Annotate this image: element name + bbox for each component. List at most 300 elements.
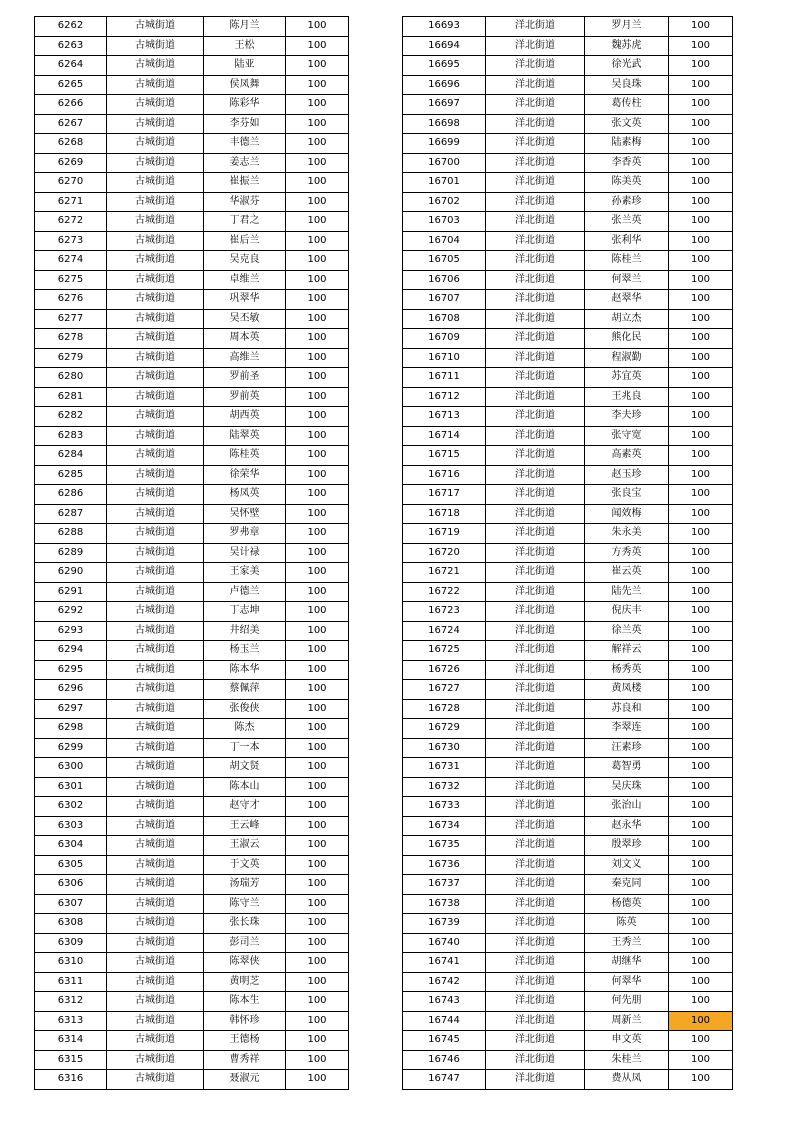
table-row bbox=[35, 680, 349, 700]
name-cell: 李香英 bbox=[585, 153, 669, 173]
table-row bbox=[403, 134, 733, 154]
id-cell: 16723 bbox=[403, 602, 486, 622]
id-cell: 6288 bbox=[35, 524, 107, 544]
street-cell: 古城街道 bbox=[107, 933, 204, 953]
name-cell: 朱永美 bbox=[585, 524, 669, 544]
table-row bbox=[35, 875, 349, 895]
street-cell: 洋北街道 bbox=[486, 17, 585, 37]
name-cell: 费从凤 bbox=[585, 1070, 669, 1090]
table-row bbox=[403, 114, 733, 134]
amount-cell: 100 bbox=[286, 231, 349, 251]
id-cell: 6268 bbox=[35, 134, 107, 154]
street-cell: 古城街道 bbox=[107, 582, 204, 602]
amount-cell: 100 bbox=[286, 992, 349, 1012]
name-cell: 侯凤舞 bbox=[204, 75, 286, 95]
amount-cell: 100 bbox=[286, 621, 349, 641]
amount-cell: 100 bbox=[286, 660, 349, 680]
name-cell: 陈翠侠 bbox=[204, 953, 286, 973]
name-cell: 陆素梅 bbox=[585, 134, 669, 154]
amount-cell: 100 bbox=[669, 1011, 733, 1031]
street-cell: 洋北街道 bbox=[486, 270, 585, 290]
street-cell: 古城街道 bbox=[107, 992, 204, 1012]
name-cell: 王松 bbox=[204, 36, 286, 56]
street-cell: 洋北街道 bbox=[486, 134, 585, 154]
table-row bbox=[403, 348, 733, 368]
table-row bbox=[403, 680, 733, 700]
table-row bbox=[403, 56, 733, 76]
id-cell: 6311 bbox=[35, 972, 107, 992]
id-cell: 16693 bbox=[403, 17, 486, 37]
table-row bbox=[403, 797, 733, 817]
id-cell: 16736 bbox=[403, 855, 486, 875]
table-row bbox=[35, 699, 349, 719]
id-cell: 16747 bbox=[403, 1070, 486, 1090]
name-cell: 陈彩华 bbox=[204, 95, 286, 115]
street-cell: 洋北街道 bbox=[486, 992, 585, 1012]
table-row bbox=[35, 290, 349, 310]
name-cell: 徐兰英 bbox=[585, 621, 669, 641]
street-cell: 洋北街道 bbox=[486, 446, 585, 466]
amount-cell: 100 bbox=[286, 1070, 349, 1090]
table-row bbox=[35, 641, 349, 661]
amount-cell: 100 bbox=[286, 680, 349, 700]
table-row bbox=[35, 17, 349, 37]
street-cell: 古城街道 bbox=[107, 446, 204, 466]
id-cell: 6263 bbox=[35, 36, 107, 56]
name-cell: 殷翠珍 bbox=[585, 836, 669, 856]
id-cell: 16720 bbox=[403, 543, 486, 563]
id-cell: 6290 bbox=[35, 563, 107, 583]
table-row bbox=[403, 660, 733, 680]
name-cell: 高素英 bbox=[585, 446, 669, 466]
id-cell: 6303 bbox=[35, 816, 107, 836]
amount-cell: 100 bbox=[286, 933, 349, 953]
name-cell: 黄明芝 bbox=[204, 972, 286, 992]
id-cell: 6264 bbox=[35, 56, 107, 76]
name-cell: 丁一本 bbox=[204, 738, 286, 758]
street-cell: 洋北街道 bbox=[486, 933, 585, 953]
table-row bbox=[35, 504, 349, 524]
street-cell: 古城街道 bbox=[107, 641, 204, 661]
name-cell: 李夫珍 bbox=[585, 407, 669, 427]
id-cell: 6278 bbox=[35, 329, 107, 349]
table-row bbox=[403, 465, 733, 485]
amount-cell: 100 bbox=[286, 972, 349, 992]
street-cell: 洋北街道 bbox=[486, 543, 585, 563]
name-cell: 徐光武 bbox=[585, 56, 669, 76]
street-cell: 古城街道 bbox=[107, 192, 204, 212]
amount-cell: 100 bbox=[286, 212, 349, 232]
table-row bbox=[403, 719, 733, 739]
id-cell: 6277 bbox=[35, 309, 107, 329]
amount-cell: 100 bbox=[286, 348, 349, 368]
street-cell: 古城街道 bbox=[107, 855, 204, 875]
name-cell: 程淑勤 bbox=[585, 348, 669, 368]
name-cell: 陈月兰 bbox=[204, 17, 286, 37]
street-cell: 洋北街道 bbox=[486, 816, 585, 836]
street-cell: 洋北街道 bbox=[486, 212, 585, 232]
table-row bbox=[35, 933, 349, 953]
id-cell: 6283 bbox=[35, 426, 107, 446]
street-cell: 古城街道 bbox=[107, 758, 204, 778]
name-cell: 闻效梅 bbox=[585, 504, 669, 524]
table-row bbox=[403, 563, 733, 583]
id-cell: 6308 bbox=[35, 914, 107, 934]
name-cell: 陆亚 bbox=[204, 56, 286, 76]
id-cell: 6297 bbox=[35, 699, 107, 719]
table-row bbox=[403, 914, 733, 934]
right-table-body bbox=[403, 17, 733, 1090]
table-row bbox=[403, 407, 733, 427]
name-cell: 王家美 bbox=[204, 563, 286, 583]
table-row bbox=[403, 329, 733, 349]
name-cell: 熊化民 bbox=[585, 329, 669, 349]
id-cell: 16735 bbox=[403, 836, 486, 856]
name-cell: 葛智勇 bbox=[585, 758, 669, 778]
id-cell: 16703 bbox=[403, 212, 486, 232]
street-cell: 古城街道 bbox=[107, 719, 204, 739]
table-row bbox=[35, 914, 349, 934]
table-row bbox=[35, 426, 349, 446]
amount-cell: 100 bbox=[669, 231, 733, 251]
table-row bbox=[35, 563, 349, 583]
street-cell: 古城街道 bbox=[107, 875, 204, 895]
table-row bbox=[35, 797, 349, 817]
table-row bbox=[403, 777, 733, 797]
id-cell: 6316 bbox=[35, 1070, 107, 1090]
id-cell: 6307 bbox=[35, 894, 107, 914]
table-row bbox=[403, 816, 733, 836]
id-cell: 16717 bbox=[403, 485, 486, 505]
amount-cell: 100 bbox=[286, 387, 349, 407]
id-cell: 16694 bbox=[403, 36, 486, 56]
name-cell: 王云峰 bbox=[204, 816, 286, 836]
table-row bbox=[403, 95, 733, 115]
amount-cell: 100 bbox=[286, 95, 349, 115]
street-cell: 古城街道 bbox=[107, 602, 204, 622]
amount-cell: 100 bbox=[286, 894, 349, 914]
name-cell: 秦克同 bbox=[585, 875, 669, 895]
name-cell: 于文英 bbox=[204, 855, 286, 875]
id-cell: 16711 bbox=[403, 368, 486, 388]
id-cell: 16722 bbox=[403, 582, 486, 602]
amount-cell: 100 bbox=[669, 173, 733, 193]
table-row bbox=[403, 387, 733, 407]
street-cell: 洋北街道 bbox=[486, 855, 585, 875]
street-cell: 古城街道 bbox=[107, 894, 204, 914]
table-row bbox=[35, 173, 349, 193]
street-cell: 古城街道 bbox=[107, 680, 204, 700]
amount-cell: 100 bbox=[286, 153, 349, 173]
id-cell: 16700 bbox=[403, 153, 486, 173]
id-cell: 16731 bbox=[403, 758, 486, 778]
street-cell: 洋北街道 bbox=[486, 56, 585, 76]
amount-cell: 100 bbox=[669, 17, 733, 37]
table-row bbox=[35, 309, 349, 329]
table-row bbox=[35, 368, 349, 388]
name-cell: 赵翠华 bbox=[585, 290, 669, 310]
id-cell: 16729 bbox=[403, 719, 486, 739]
name-cell: 何翠华 bbox=[585, 972, 669, 992]
name-cell: 高维兰 bbox=[204, 348, 286, 368]
street-cell: 古城街道 bbox=[107, 1050, 204, 1070]
name-cell: 罗前圣 bbox=[204, 368, 286, 388]
id-cell: 6295 bbox=[35, 660, 107, 680]
id-cell: 16743 bbox=[403, 992, 486, 1012]
table-row bbox=[35, 836, 349, 856]
amount-cell: 100 bbox=[286, 290, 349, 310]
name-cell: 罗前英 bbox=[204, 387, 286, 407]
street-cell: 古城街道 bbox=[107, 290, 204, 310]
amount-cell: 100 bbox=[286, 758, 349, 778]
table-row bbox=[403, 173, 733, 193]
table-row bbox=[403, 504, 733, 524]
name-cell: 张利华 bbox=[585, 231, 669, 251]
table-row bbox=[403, 231, 733, 251]
name-cell: 陆翠英 bbox=[204, 426, 286, 446]
id-cell: 16724 bbox=[403, 621, 486, 641]
table-row bbox=[35, 1031, 349, 1051]
table-row bbox=[35, 582, 349, 602]
table-row bbox=[35, 231, 349, 251]
street-cell: 古城街道 bbox=[107, 348, 204, 368]
table-row bbox=[403, 36, 733, 56]
street-cell: 古城街道 bbox=[107, 465, 204, 485]
table-row bbox=[35, 56, 349, 76]
name-cell: 吴怀壁 bbox=[204, 504, 286, 524]
street-cell: 洋北街道 bbox=[486, 368, 585, 388]
name-cell: 卢德兰 bbox=[204, 582, 286, 602]
name-cell: 汪素珍 bbox=[585, 738, 669, 758]
name-cell: 周本英 bbox=[204, 329, 286, 349]
amount-cell: 100 bbox=[669, 1031, 733, 1051]
amount-cell: 100 bbox=[669, 524, 733, 544]
name-cell: 陈美英 bbox=[585, 173, 669, 193]
name-cell: 聂淑元 bbox=[204, 1070, 286, 1090]
street-cell: 洋北街道 bbox=[486, 953, 585, 973]
name-cell: 胡继华 bbox=[585, 953, 669, 973]
id-cell: 16719 bbox=[403, 524, 486, 544]
street-cell: 洋北街道 bbox=[486, 75, 585, 95]
amount-cell: 100 bbox=[286, 602, 349, 622]
street-cell: 古城街道 bbox=[107, 114, 204, 134]
name-cell: 韩怀珍 bbox=[204, 1011, 286, 1031]
table-row bbox=[35, 36, 349, 56]
table-row bbox=[35, 855, 349, 875]
table-row bbox=[35, 153, 349, 173]
amount-cell: 100 bbox=[669, 329, 733, 349]
table-row bbox=[35, 485, 349, 505]
table-row bbox=[403, 992, 733, 1012]
street-cell: 古城街道 bbox=[107, 134, 204, 154]
table-row bbox=[403, 855, 733, 875]
amount-cell: 100 bbox=[669, 816, 733, 836]
id-cell: 16726 bbox=[403, 660, 486, 680]
street-cell: 古城街道 bbox=[107, 270, 204, 290]
amount-cell: 100 bbox=[669, 426, 733, 446]
amount-cell: 100 bbox=[669, 212, 733, 232]
name-cell: 丁君之 bbox=[204, 212, 286, 232]
amount-cell: 100 bbox=[669, 504, 733, 524]
street-cell: 古城街道 bbox=[107, 251, 204, 271]
amount-cell: 100 bbox=[286, 407, 349, 427]
amount-cell: 100 bbox=[286, 582, 349, 602]
street-cell: 古城街道 bbox=[107, 621, 204, 641]
name-cell: 彭司兰 bbox=[204, 933, 286, 953]
table-row bbox=[403, 153, 733, 173]
name-cell: 徐荣华 bbox=[204, 465, 286, 485]
id-cell: 16721 bbox=[403, 563, 486, 583]
street-cell: 古城街道 bbox=[107, 231, 204, 251]
amount-cell: 100 bbox=[286, 270, 349, 290]
id-cell: 6300 bbox=[35, 758, 107, 778]
table-row bbox=[35, 95, 349, 115]
street-cell: 古城街道 bbox=[107, 387, 204, 407]
street-cell: 古城街道 bbox=[107, 953, 204, 973]
table-row bbox=[35, 192, 349, 212]
amount-cell: 100 bbox=[669, 36, 733, 56]
id-cell: 16737 bbox=[403, 875, 486, 895]
name-cell: 张长珠 bbox=[204, 914, 286, 934]
street-cell: 洋北街道 bbox=[486, 173, 585, 193]
street-cell: 洋北街道 bbox=[486, 231, 585, 251]
table-row bbox=[35, 1050, 349, 1070]
id-cell: 16728 bbox=[403, 699, 486, 719]
street-cell: 洋北街道 bbox=[486, 426, 585, 446]
id-cell: 6287 bbox=[35, 504, 107, 524]
street-cell: 古城街道 bbox=[107, 524, 204, 544]
street-cell: 古城街道 bbox=[107, 153, 204, 173]
id-cell: 6262 bbox=[35, 17, 107, 37]
amount-cell: 100 bbox=[669, 563, 733, 583]
table-row bbox=[403, 738, 733, 758]
amount-cell: 100 bbox=[669, 387, 733, 407]
id-cell: 16739 bbox=[403, 914, 486, 934]
id-cell: 16742 bbox=[403, 972, 486, 992]
table-row bbox=[403, 875, 733, 895]
amount-cell: 100 bbox=[669, 719, 733, 739]
amount-cell: 100 bbox=[286, 368, 349, 388]
street-cell: 洋北街道 bbox=[486, 914, 585, 934]
table-row bbox=[35, 602, 349, 622]
amount-cell: 100 bbox=[669, 953, 733, 973]
id-cell: 16698 bbox=[403, 114, 486, 134]
id-cell: 16715 bbox=[403, 446, 486, 466]
amount-cell: 100 bbox=[669, 290, 733, 310]
table-row bbox=[403, 426, 733, 446]
name-cell: 何先朋 bbox=[585, 992, 669, 1012]
id-cell: 6298 bbox=[35, 719, 107, 739]
id-cell: 16707 bbox=[403, 290, 486, 310]
name-cell: 李翠连 bbox=[585, 719, 669, 739]
table-row bbox=[403, 251, 733, 271]
name-cell: 赵玉珍 bbox=[585, 465, 669, 485]
street-cell: 古城街道 bbox=[107, 738, 204, 758]
amount-cell: 100 bbox=[669, 251, 733, 271]
id-cell: 16741 bbox=[403, 953, 486, 973]
table-row bbox=[403, 446, 733, 466]
id-cell: 6310 bbox=[35, 953, 107, 973]
name-cell: 吴庆珠 bbox=[585, 777, 669, 797]
name-cell: 陆先兰 bbox=[585, 582, 669, 602]
amount-cell: 100 bbox=[286, 134, 349, 154]
street-cell: 洋北街道 bbox=[486, 251, 585, 271]
table-row bbox=[403, 1031, 733, 1051]
street-cell: 洋北街道 bbox=[486, 1070, 585, 1090]
id-cell: 6306 bbox=[35, 875, 107, 895]
name-cell: 倪庆丰 bbox=[585, 602, 669, 622]
amount-cell: 100 bbox=[669, 407, 733, 427]
left-table-body bbox=[35, 17, 349, 1090]
id-cell: 16714 bbox=[403, 426, 486, 446]
amount-cell: 100 bbox=[286, 465, 349, 485]
table-row bbox=[403, 270, 733, 290]
amount-cell: 100 bbox=[669, 1070, 733, 1090]
id-cell: 16695 bbox=[403, 56, 486, 76]
amount-cell: 100 bbox=[286, 426, 349, 446]
street-cell: 洋北街道 bbox=[486, 660, 585, 680]
table-row bbox=[35, 407, 349, 427]
name-cell: 崔后兰 bbox=[204, 231, 286, 251]
amount-cell: 100 bbox=[286, 719, 349, 739]
street-cell: 古城街道 bbox=[107, 504, 204, 524]
name-cell: 王兆良 bbox=[585, 387, 669, 407]
table-row bbox=[403, 368, 733, 388]
table-row bbox=[403, 1011, 733, 1031]
street-cell: 洋北街道 bbox=[486, 777, 585, 797]
amount-cell: 100 bbox=[669, 114, 733, 134]
amount-cell: 100 bbox=[286, 173, 349, 193]
table-row bbox=[403, 485, 733, 505]
name-cell: 丰德兰 bbox=[204, 134, 286, 154]
id-cell: 16718 bbox=[403, 504, 486, 524]
table-row bbox=[35, 1070, 349, 1090]
amount-cell: 100 bbox=[669, 836, 733, 856]
right-table bbox=[402, 16, 733, 1090]
street-cell: 洋北街道 bbox=[486, 972, 585, 992]
amount-cell: 100 bbox=[669, 855, 733, 875]
name-cell: 卓维兰 bbox=[204, 270, 286, 290]
street-cell: 洋北街道 bbox=[486, 875, 585, 895]
id-cell: 16696 bbox=[403, 75, 486, 95]
name-cell: 杨凤英 bbox=[204, 485, 286, 505]
id-cell: 6313 bbox=[35, 1011, 107, 1031]
name-cell: 蔡佩萍 bbox=[204, 680, 286, 700]
amount-cell: 100 bbox=[286, 75, 349, 95]
street-cell: 古城街道 bbox=[107, 173, 204, 193]
amount-cell: 100 bbox=[286, 816, 349, 836]
amount-cell: 100 bbox=[669, 933, 733, 953]
id-cell: 6271 bbox=[35, 192, 107, 212]
name-cell: 王淑云 bbox=[204, 836, 286, 856]
id-cell: 6292 bbox=[35, 602, 107, 622]
name-cell: 曹秀祥 bbox=[204, 1050, 286, 1070]
street-cell: 洋北街道 bbox=[486, 1031, 585, 1051]
name-cell: 陈桂英 bbox=[204, 446, 286, 466]
street-cell: 古城街道 bbox=[107, 309, 204, 329]
name-cell: 陈桂兰 bbox=[585, 251, 669, 271]
id-cell: 16730 bbox=[403, 738, 486, 758]
amount-cell: 100 bbox=[669, 368, 733, 388]
table-row bbox=[403, 75, 733, 95]
street-cell: 古城街道 bbox=[107, 426, 204, 446]
amount-cell: 100 bbox=[669, 641, 733, 661]
table-row bbox=[403, 1070, 733, 1090]
amount-cell: 100 bbox=[286, 855, 349, 875]
id-cell: 6275 bbox=[35, 270, 107, 290]
street-cell: 洋北街道 bbox=[486, 153, 585, 173]
id-cell: 16744 bbox=[403, 1011, 486, 1031]
